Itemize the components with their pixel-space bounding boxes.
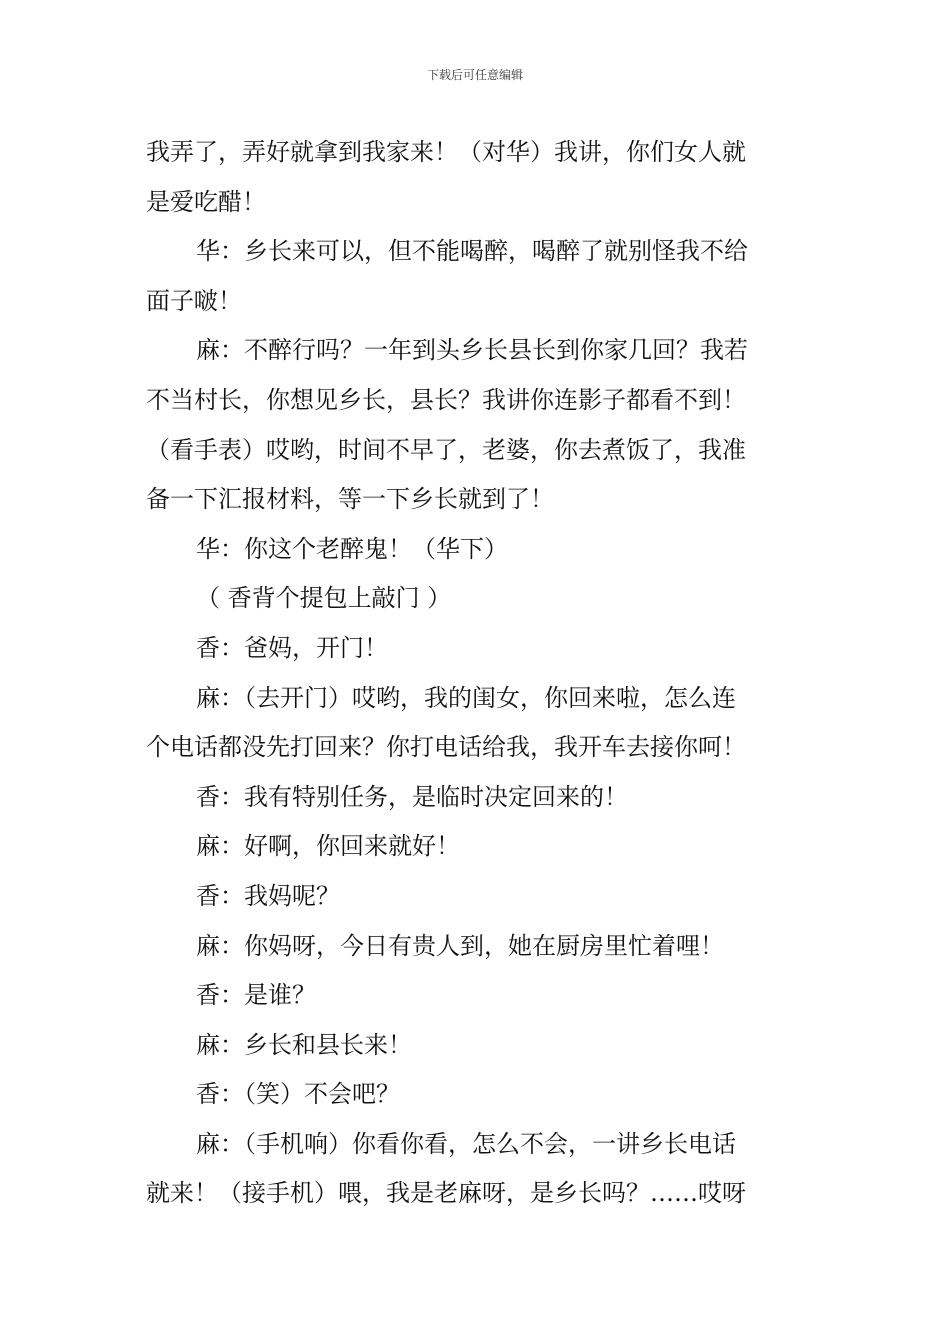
text-line: 是爱吃醋！ — [146, 187, 266, 216]
text-line: 华：你这个老醉鬼！（华下） — [196, 534, 508, 563]
text-line: 香：（笑）不会吧？ — [196, 1080, 400, 1109]
document-body — [146, 128, 810, 1219]
text-line: 华：乡长来可以，但不能喝醉，喝醉了就别怪我不给 — [196, 237, 748, 266]
text-line: 不当村长，你想见乡长，县长？我讲你连影子都看不到！ — [146, 385, 746, 414]
text-line: 香：我有特别任务，是临时决定回来的！ — [196, 782, 628, 811]
text-line: 就来！（接手机）喂，我是老麻呀，是乡长吗？……哎呀 — [146, 1179, 746, 1208]
text-line: 香：是谁？ — [196, 981, 316, 1010]
text-line: 麻：乡长和县长来！ — [196, 1030, 412, 1059]
text-line: 麻：不醉行吗？一年到头乡长县长到你家几回？我若 — [196, 336, 748, 365]
text-line: 个电话都没先打回来？你打电话给我，我开车去接你呵！ — [146, 733, 746, 762]
text-line: 麻：好啊，你回来就好！ — [196, 832, 460, 861]
text-line: 香：我妈呢？ — [196, 881, 340, 910]
text-line: 面子啵！ — [146, 286, 242, 315]
text-line: （ 香背个提包上敲门 ） — [196, 584, 452, 613]
text-line: 香：爸妈，开门！ — [196, 633, 388, 662]
text-line: （看手表）哎哟，时间不早了，老婆，你去煮饭了，我准 — [146, 435, 746, 464]
text-line: 我弄了，弄好就拿到我家来！（对华）我讲，你们女人就 — [146, 138, 746, 166]
text-line: 麻：你妈呀，今日有贵人到，她在厨房里忙着哩！ — [196, 931, 724, 960]
text-line: 麻：（去开门）哎哟，我的闺女，你回来啦，怎么连 — [196, 683, 736, 712]
text-line: 备一下汇报材料，等一下乡长就到了！ — [146, 485, 554, 514]
text-line: 麻：（手机响）你看你看，怎么不会，一讲乡长电话 — [196, 1129, 736, 1158]
page-header: 下载后可任意编辑 — [426, 68, 523, 82]
